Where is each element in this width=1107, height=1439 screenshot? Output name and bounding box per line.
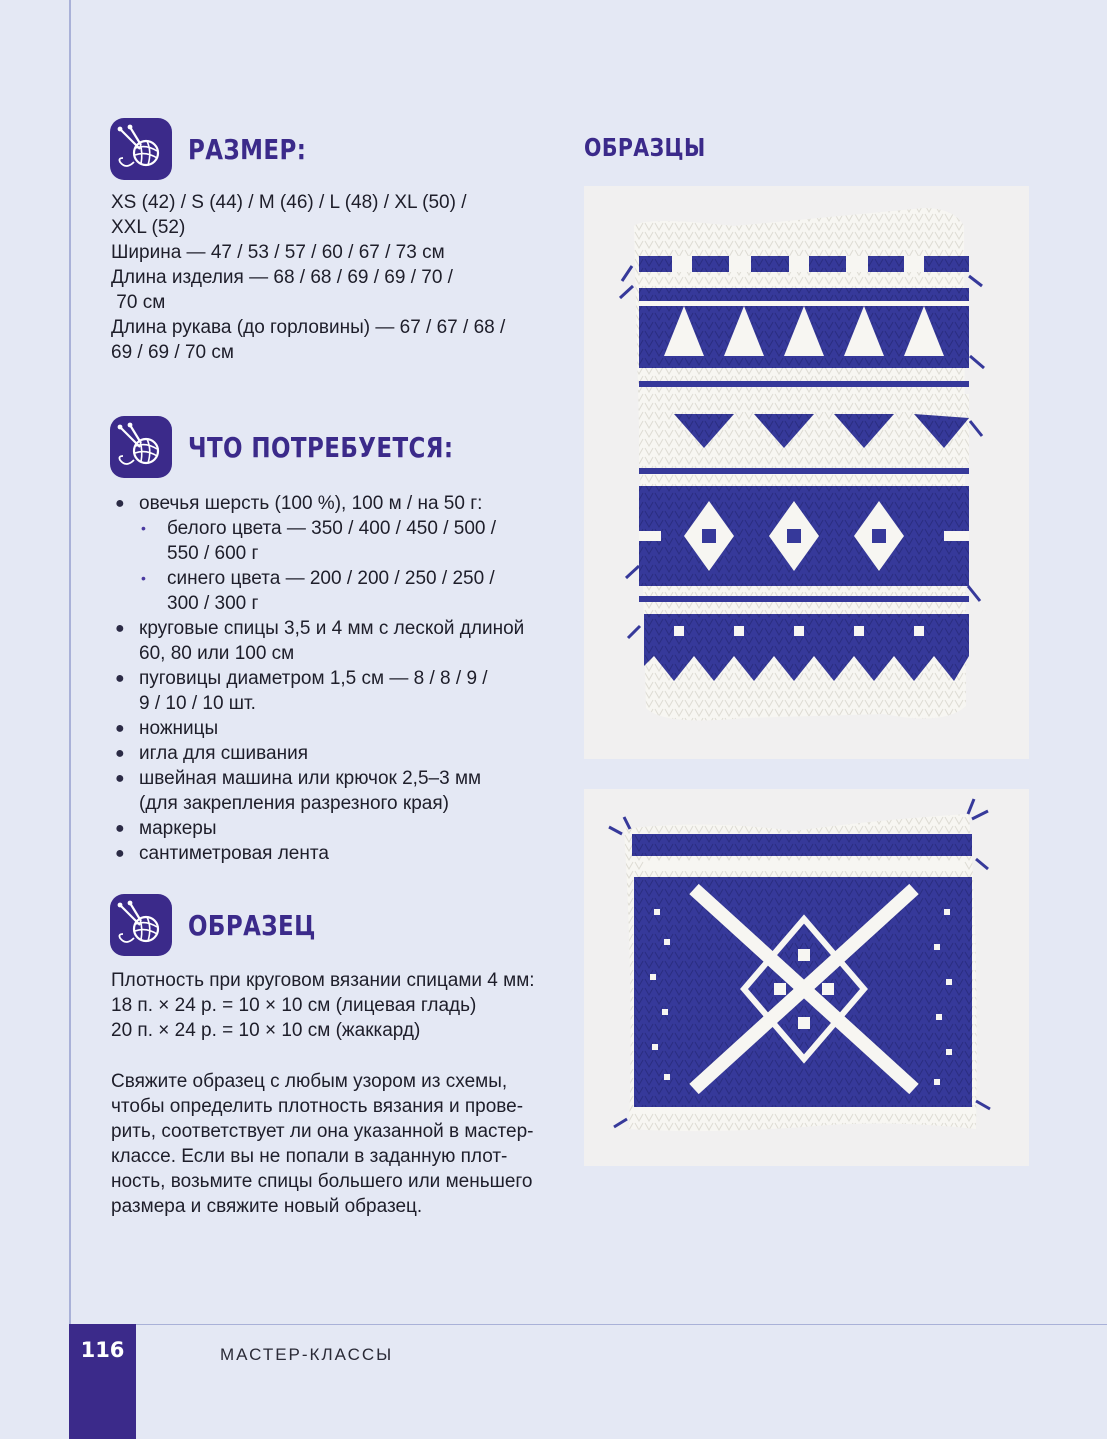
page-number: 116 (80, 1338, 125, 1362)
list-item (111, 716, 524, 741)
sub-list-item (139, 516, 524, 566)
sub-bullet-icon: • (141, 520, 146, 536)
text-line: 20 п. × 24 р. = 10 × 10 см (жаккард) (111, 1020, 421, 1041)
list-item (111, 616, 524, 666)
page-number-box (69, 1324, 136, 1439)
text-line: Длина рукава (до горловины) — 67 / 67 / 68 / (111, 317, 506, 338)
sub-list-item-text: белого цвета — 350 / 400 / 450 / 500 / (167, 518, 497, 539)
text-line: 69 / 69 / 70 см (111, 342, 234, 363)
list-item-text: круговые спицы 3,5 и 4 мм с леской длиной (139, 618, 525, 639)
text-line: XXL (52) (111, 217, 186, 238)
materials-list (111, 491, 524, 866)
page-margin-line (69, 0, 71, 1439)
footer-section-title: МАСТЕР-КЛАССЫ (220, 1345, 394, 1364)
bullet-icon: ● (115, 720, 125, 737)
text-line: Свяжите образец с любым узором из схемы, (111, 1071, 508, 1092)
bullet-icon: ● (115, 770, 125, 787)
materials-title: ЧТО ПОТРЕБУЕТСЯ: (188, 430, 454, 464)
sub-list-item (139, 566, 524, 616)
bullet-icon: ● (115, 745, 125, 762)
list-item (111, 766, 524, 816)
list-item (111, 491, 524, 616)
text-line: XS (42) / S (44) / M (46) / L (48) / XL (50) / (111, 192, 467, 213)
text-line: размера и свяжите новый образец. (111, 1196, 423, 1217)
size-section-header (110, 118, 332, 180)
bullet-icon: ● (115, 495, 125, 512)
size-details (111, 190, 505, 365)
fair-isle-swatch-bands-photo (584, 186, 1029, 759)
list-item (111, 841, 524, 866)
text-line: Ширина — 47 / 53 / 57 / 60 / 67 / 73 см (111, 242, 445, 263)
sub-list (139, 516, 524, 616)
materials-section-header (110, 416, 512, 478)
list-item-text: пуговицы диаметром 1,5 см — 8 / 8 / 9 / (139, 668, 488, 689)
list-item-text: 60, 80 или 100 см (139, 643, 295, 664)
fair-isle-swatch-x-motif-photo (584, 789, 1029, 1166)
bullet-icon: ● (115, 845, 125, 862)
list-item-text: игла для сшивания (139, 743, 308, 764)
list-item-text: 9 / 10 / 10 шт. (139, 693, 256, 714)
list-item-text: (для закрепления разрезного края) (139, 793, 449, 814)
list-item-text: ножницы (139, 718, 219, 739)
text-line: ность, возьмите спицы большего или меньшего (111, 1171, 533, 1192)
list-item (111, 741, 524, 766)
swatch-title: ОБРАЗЕЦ (188, 908, 316, 942)
list-item (111, 666, 524, 716)
text-line: 70 см (111, 292, 166, 313)
text-line: рить, соответствует ли она указанной в мастер- (111, 1121, 534, 1142)
sub-bullet-icon: • (141, 570, 146, 586)
swatch-section-header (110, 894, 344, 956)
yarn-ball-needles-icon (110, 894, 172, 956)
yarn-ball-needles-icon (110, 416, 172, 478)
text-line: 18 п. × 24 р. = 10 × 10 см (лицевая гладь) (111, 995, 477, 1016)
list-item-text: овечья шерсть (100 %), 100 м / на 50 г: (139, 493, 483, 514)
text-line: Длина изделия — 68 / 68 / 69 / 69 / 70 / (111, 267, 453, 288)
list-item-text: швейная машина или крючок 2,5–3 мм (139, 768, 482, 789)
footer-rule (69, 1324, 1107, 1325)
gauge-details (111, 968, 535, 1043)
list-item (111, 816, 524, 841)
text-line: Плотность при круговом вязании спицами 4 мм: (111, 970, 535, 991)
samples-title: ОБРАЗЦЫ (584, 133, 706, 162)
text-line: классе. Если вы не попали в заданную плот- (111, 1146, 508, 1167)
size-title: РАЗМЕР: (188, 132, 307, 166)
sub-list-item-text: 550 / 600 г (167, 543, 259, 564)
sub-list-item-text: синего цвета — 200 / 200 / 250 / 250 / (167, 568, 495, 589)
list-item-text: маркеры (139, 818, 217, 839)
bullet-icon: ● (115, 820, 125, 837)
bullet-icon: ● (115, 670, 125, 687)
swatch-note (111, 1069, 534, 1219)
sub-list-item-text: 300 / 300 г (167, 593, 259, 614)
yarn-ball-needles-icon (110, 118, 172, 180)
list-item-text: сантиметровая лента (139, 843, 329, 864)
bullet-icon: ● (115, 620, 125, 637)
text-line: чтобы определить плотность вязания и прове- (111, 1096, 524, 1117)
